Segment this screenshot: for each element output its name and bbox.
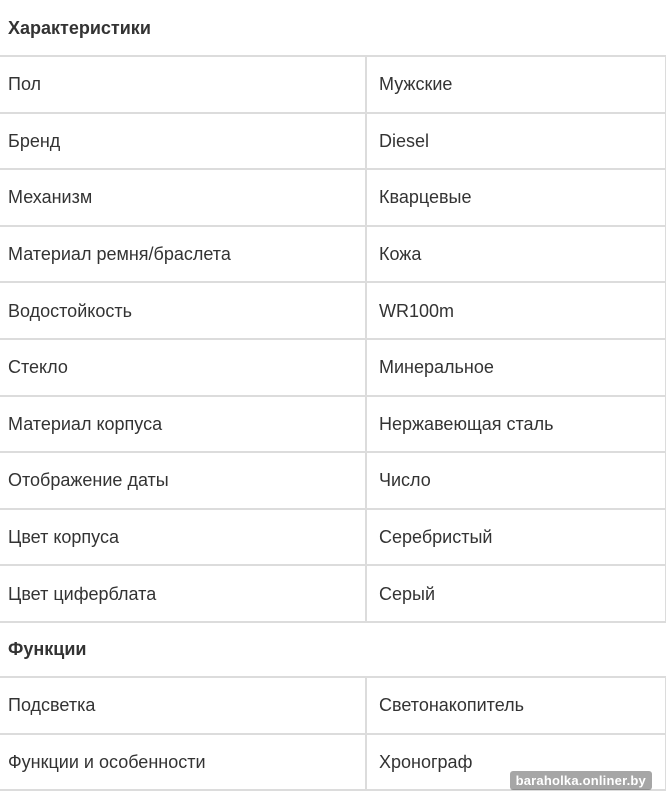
- table-row: [0, 396, 666, 453]
- spec-value: Diesel: [366, 113, 666, 170]
- spec-value: Число: [366, 452, 666, 509]
- spec-label: Цвет циферблата: [0, 565, 366, 622]
- table-row: [0, 56, 666, 113]
- table-row: [0, 169, 666, 226]
- section-title: Функции: [0, 622, 666, 677]
- spec-label: Отображение даты: [0, 452, 366, 509]
- table-row: [0, 339, 666, 396]
- table-row: [0, 282, 666, 339]
- section-title: Характеристики: [0, 0, 666, 56]
- section-header-functions: [0, 622, 666, 677]
- table-row: [0, 565, 666, 622]
- spec-value: Серебристый: [366, 509, 666, 566]
- table-row: [0, 452, 666, 509]
- table-row: [0, 509, 666, 566]
- spec-value: Мужские: [366, 56, 666, 113]
- spec-label: Стекло: [0, 339, 366, 396]
- spec-label: Функции и особенности: [0, 734, 366, 791]
- watermark: baraholka.onliner.by: [510, 771, 652, 790]
- spec-value: Хронограф: [366, 734, 666, 791]
- spec-label: Подсветка: [0, 677, 366, 734]
- spec-value: WR100m: [366, 282, 666, 339]
- section-header-characteristics: [0, 0, 666, 56]
- spec-value: Светонакопитель: [366, 677, 666, 734]
- spec-value: Кожа: [366, 226, 666, 283]
- spec-label: Бренд: [0, 113, 366, 170]
- spec-label: Пол: [0, 56, 366, 113]
- spec-value: Минеральное: [366, 339, 666, 396]
- spec-label: Цвет корпуса: [0, 509, 366, 566]
- spec-label: Водостойкость: [0, 282, 366, 339]
- spec-label: Материал ремня/браслета: [0, 226, 366, 283]
- table-row: [0, 226, 666, 283]
- spec-value: Серый: [366, 565, 666, 622]
- table-row: [0, 677, 666, 734]
- spec-value: Нержавеющая сталь: [366, 396, 666, 453]
- spec-value: Кварцевые: [366, 169, 666, 226]
- table-row: [0, 113, 666, 170]
- spec-label: Материал корпуса: [0, 396, 366, 453]
- spec-label: Механизм: [0, 169, 366, 226]
